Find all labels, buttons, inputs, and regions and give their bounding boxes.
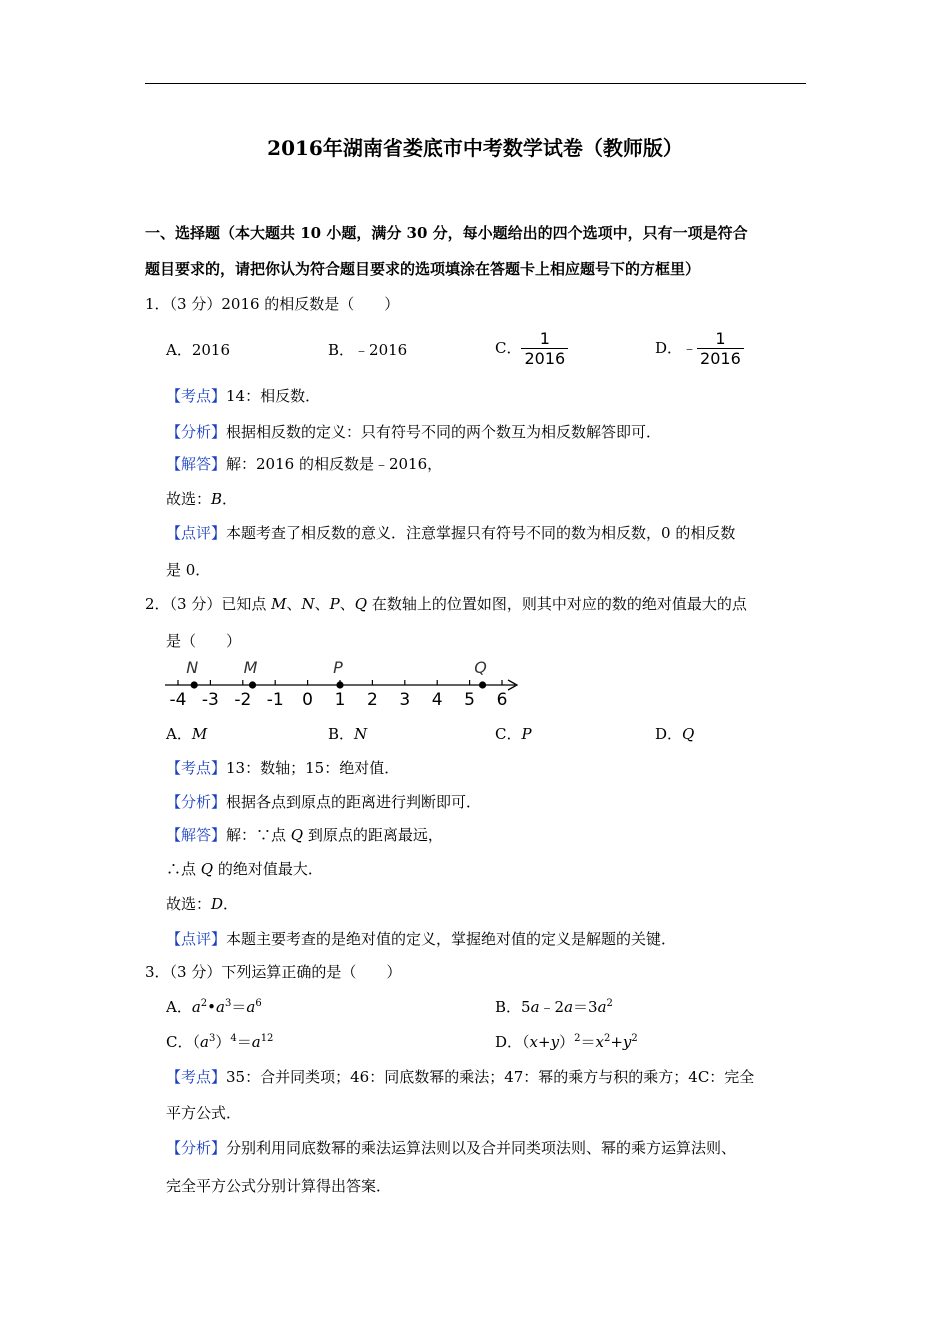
q2-pt-p: P xyxy=(329,595,340,613)
q2-therefore-post: 的绝对值最大． xyxy=(213,860,323,878)
q1-option-a: A．2016 xyxy=(166,341,231,359)
q1-fenxi-text: 根据相反数的定义：只有符号不同的两个数互为相反数解答即可． xyxy=(226,423,662,441)
point-label-m: M xyxy=(243,658,258,677)
q2-dianping-text: 本题主要考查的是绝对值的定义，掌握绝对值的定义是解题的关键． xyxy=(226,930,677,948)
q3-fenxi-text: 分别利用同底数幂的乘法运算法则以及合并同类项法则、幂的乘方运算法则、 xyxy=(226,1139,737,1157)
q2-jieda-post: 到原点的距离最远， xyxy=(303,826,443,844)
section-heading-line1: 一、选择题（本大题共 10 小题，满分 30 分，每小题给出的四个选项中，只有一项是符合 xyxy=(145,224,748,242)
page-title: 2016年湖南省娄底市中考数学试卷（教师版） xyxy=(267,136,683,160)
q3-option-b: B．$5a﹣2a=3a^2$ xyxy=(495,998,613,1016)
q3-option-d: D．$(x+y)^2=x^2+y^2$ xyxy=(495,1033,638,1051)
q2-pt-n: N xyxy=(301,595,315,613)
tick-label: 4 xyxy=(431,690,443,710)
tick-label: -2 xyxy=(234,690,252,710)
q2-option-d-prefix: D． xyxy=(655,725,683,743)
q2-jieda-pre: 解：∵点 xyxy=(226,826,291,844)
q1-jieda-text: 解：2016 的相反数是﹣2016， xyxy=(226,455,443,473)
q2-option-a-value: M xyxy=(191,725,208,743)
q1-option-d-fraction xyxy=(697,331,744,367)
q1-option-d-prefix: D． xyxy=(655,339,683,357)
q3-kaodian xyxy=(166,1070,754,1085)
tick-label: 0 xyxy=(302,690,314,710)
point-label-p: P xyxy=(333,658,343,677)
q2-answer-letter: D xyxy=(211,895,224,913)
q2-option-b xyxy=(328,727,367,742)
q1-dianping-cont: 是 0． xyxy=(166,561,211,579)
q1-dianping xyxy=(166,526,735,541)
tag-kaodian: 【考点】 xyxy=(166,759,227,777)
q2-fenxi-text: 根据各点到原点的距离进行判断即可． xyxy=(226,793,482,811)
q1-jieda xyxy=(166,457,442,472)
q3-kaodian-text: 35：合并同类项；46：同底数幂的乘法；47：幂的乘方与积的乘方；4C：完全 xyxy=(226,1068,755,1086)
number-line-figure xyxy=(160,655,530,711)
tag-jieda: 【解答】 xyxy=(166,455,227,473)
q2-therefore-var: Q xyxy=(200,860,214,878)
point-label-q: Q xyxy=(474,658,487,677)
q2-therefore-pre: ∴点 xyxy=(166,860,201,878)
q2-option-a-prefix: A． xyxy=(166,725,192,743)
top-rule xyxy=(145,83,806,84)
q2-option-d-value: Q xyxy=(682,725,695,743)
tag-jieda: 【解答】 xyxy=(166,826,227,844)
q2-pt-q: Q xyxy=(354,595,368,613)
q1-kaodian xyxy=(166,389,320,404)
tick-label: 5 xyxy=(464,690,476,710)
q2-option-b-prefix: B． xyxy=(328,725,355,743)
point-m xyxy=(249,681,256,688)
tick-label: 3 xyxy=(399,690,411,710)
q1-option-d-numerator: 1 xyxy=(715,329,726,348)
tick-label: 2 xyxy=(366,690,378,710)
q1-option-c-prefix: C． xyxy=(495,339,522,357)
point-p xyxy=(336,681,343,688)
q1-kaodian-text: 14：相反数． xyxy=(226,387,321,405)
q2-therefore xyxy=(166,862,323,877)
q1-option-b: B．﹣2016 xyxy=(328,341,408,359)
q2-guxuan: 故选： xyxy=(166,895,212,913)
point-label-n: N xyxy=(186,658,199,677)
q2-answer: 故选：D． xyxy=(166,895,239,913)
q3-fenxi-cont: 完全平方公式分别计算得出答案． xyxy=(166,1177,392,1195)
point-q xyxy=(479,681,486,688)
q2-option-d xyxy=(655,727,694,742)
q1-option-c-numerator: 1 xyxy=(539,329,550,348)
q3-option-c-prefix: C． xyxy=(166,1033,193,1051)
q2-option-c-prefix: C． xyxy=(495,725,522,743)
q3-option-d-prefix: D． xyxy=(495,1033,523,1051)
tag-kaodian: 【考点】 xyxy=(166,1068,227,1086)
q1-option-d xyxy=(655,331,744,367)
tick-label: -4 xyxy=(169,690,187,710)
q2-option-c xyxy=(495,727,532,742)
q3-kaodian-cont: 平方公式． xyxy=(166,1104,242,1122)
q1-option-d-denominator: 2016 xyxy=(697,348,744,367)
q2-option-a xyxy=(166,727,207,742)
q1-option-c-denominator: 2016 xyxy=(521,348,568,367)
q2-dianping xyxy=(166,932,676,947)
tag-fenxi: 【分析】 xyxy=(166,793,227,811)
q2-stem-post: 在数轴上的位置如图，则其中对应的数的绝对值最大的点 xyxy=(367,595,747,613)
q3-option-c: C．$(a^3)^4=a^{12}$ xyxy=(166,1033,274,1051)
q1-guxuan: 故选： xyxy=(166,490,212,508)
tag-kaodian: 【考点】 xyxy=(166,387,227,405)
q2-kaodian-text: 13：数轴；15：绝对值． xyxy=(226,759,400,777)
q1-stem: 1．（3 分）2016 的相反数是（ ） xyxy=(145,295,400,313)
q2-option-c-value: P xyxy=(521,725,532,743)
q3-option-b-prefix: B． xyxy=(495,998,522,1016)
q3-option-a: A．$a^2•a^3=a^6$ xyxy=(166,998,262,1016)
tag-dianping: 【点评】 xyxy=(166,930,227,948)
q3-stem: 3．（3 分）下列运算正确的是（ ） xyxy=(145,963,402,981)
q1-dianping-text: 本题考查了相反数的意义．注意掌握只有符号不同的数为相反数，0 的相反数 xyxy=(226,524,736,542)
q1-option-d-sign: ﹣ xyxy=(682,339,698,357)
q1-option-c xyxy=(495,331,568,367)
q2-stem: 2．（3 分）已知点 M、N、P、Q 在数轴上的位置如图，则其中对应的数的绝对值最大的点 xyxy=(145,595,747,613)
q1-answer-letter: B xyxy=(211,490,223,508)
q2-fenxi xyxy=(166,795,481,810)
tick-label: 6 xyxy=(496,690,508,710)
q2-jieda xyxy=(166,828,443,843)
q1-answer: 故选：B． xyxy=(166,490,238,508)
tag-fenxi: 【分析】 xyxy=(166,1139,227,1157)
q2-pt-m: M xyxy=(271,595,287,613)
q1-fenxi xyxy=(166,425,661,440)
q3-fenxi xyxy=(166,1141,736,1156)
tag-dianping: 【点评】 xyxy=(166,524,227,542)
tick-label: -1 xyxy=(266,690,284,710)
q2-stem-cont: 是（ ） xyxy=(166,632,242,650)
q2-kaodian xyxy=(166,761,399,776)
tag-fenxi: 【分析】 xyxy=(166,423,227,441)
point-n xyxy=(191,681,198,688)
q2-stem-pre: 2．（3 分）已知点 xyxy=(145,595,272,613)
q2-option-b-value: N xyxy=(354,725,368,743)
q2-jieda-var: Q xyxy=(290,826,304,844)
q1-option-c-fraction xyxy=(521,331,568,367)
tick-label: 1 xyxy=(334,690,346,710)
q3-option-a-prefix: A． xyxy=(166,998,192,1016)
tick-label: -3 xyxy=(201,690,219,710)
section-heading-line2: 题目要求的，请把你认为符合题目要求的选项填涂在答题卡上相应题号下的方框里） xyxy=(145,260,701,278)
